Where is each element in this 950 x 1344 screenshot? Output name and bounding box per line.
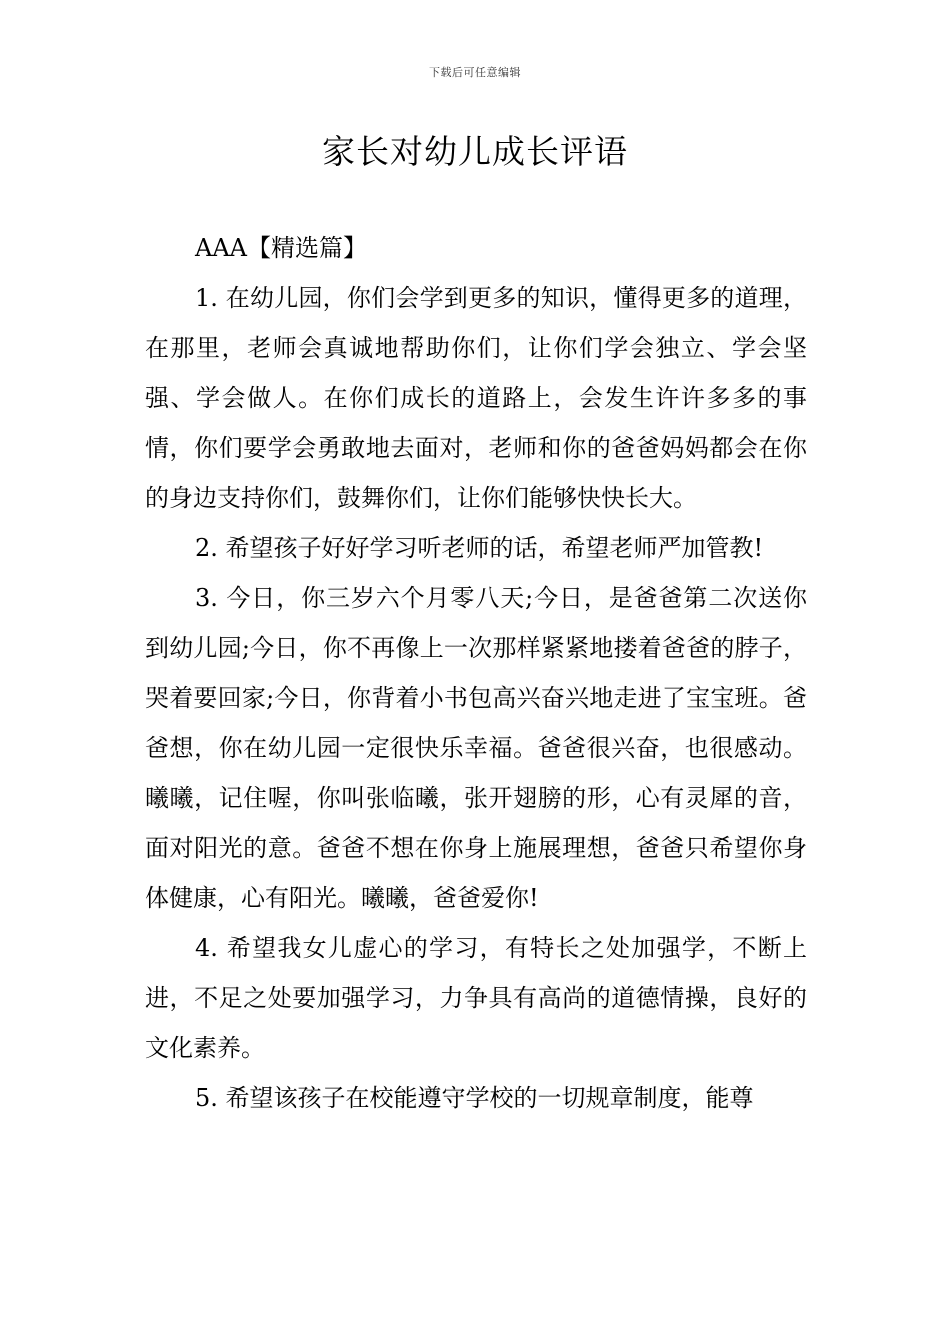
paragraph-5: 5. 希望该孩子在校能遵守学校的一切规章制度，能尊 [195, 1084, 754, 1112]
watermark: 下载后可任意编辑 [429, 66, 521, 79]
paragraph-4: 4. 希望我女儿虚心的学习，有特长之处加强学，不断上进，不足之处要加强学习，力争具有高尚的道德情操，良好的文化素养。 [145, 934, 807, 1062]
section-heading: AAA【精选篇】 [195, 234, 367, 262]
paragraph-2: 2. 希望孩子好好学习听老师的话，希望老师严加管教! [195, 534, 764, 562]
paragraph-3: 3. 今日，你三岁六个月零八天;今日，是爸爸第二次送你到幼儿园;今日，你不再像上一次那样紧紧地搂着爸爸的脖子，哭着要回家;今日，你背着小书包高兴奋兴地走进了宝宝班。爸爸想，你在幼儿园一定很快乐幸福。爸爸很兴奋，也很感动。曦曦，记住喔，你叫张临曦，张开翅膀的形，心有灵犀的音，面对阳光的意。爸爸不想在你身上施展理想，爸爸只希望你身体健康，心有阳光。曦曦，爸爸爱你! [145, 584, 807, 912]
document-title: 家长对幼儿成长评语 [322, 132, 628, 171]
document-body [145, 223, 807, 1123]
paragraph-1: 1. 在幼儿园，你们会学到更多的知识，懂得更多的道理，在那里，老师会真诚地帮助你们，让你们学会独立、学会坚强、学会做人。在你们成长的道路上，会发生许许多多的事情，你们要学会勇敢地去面对，老师和你的爸爸妈妈都会在你的身边支持你们，鼓舞你们，让你们能够快快长大。 [145, 284, 807, 512]
